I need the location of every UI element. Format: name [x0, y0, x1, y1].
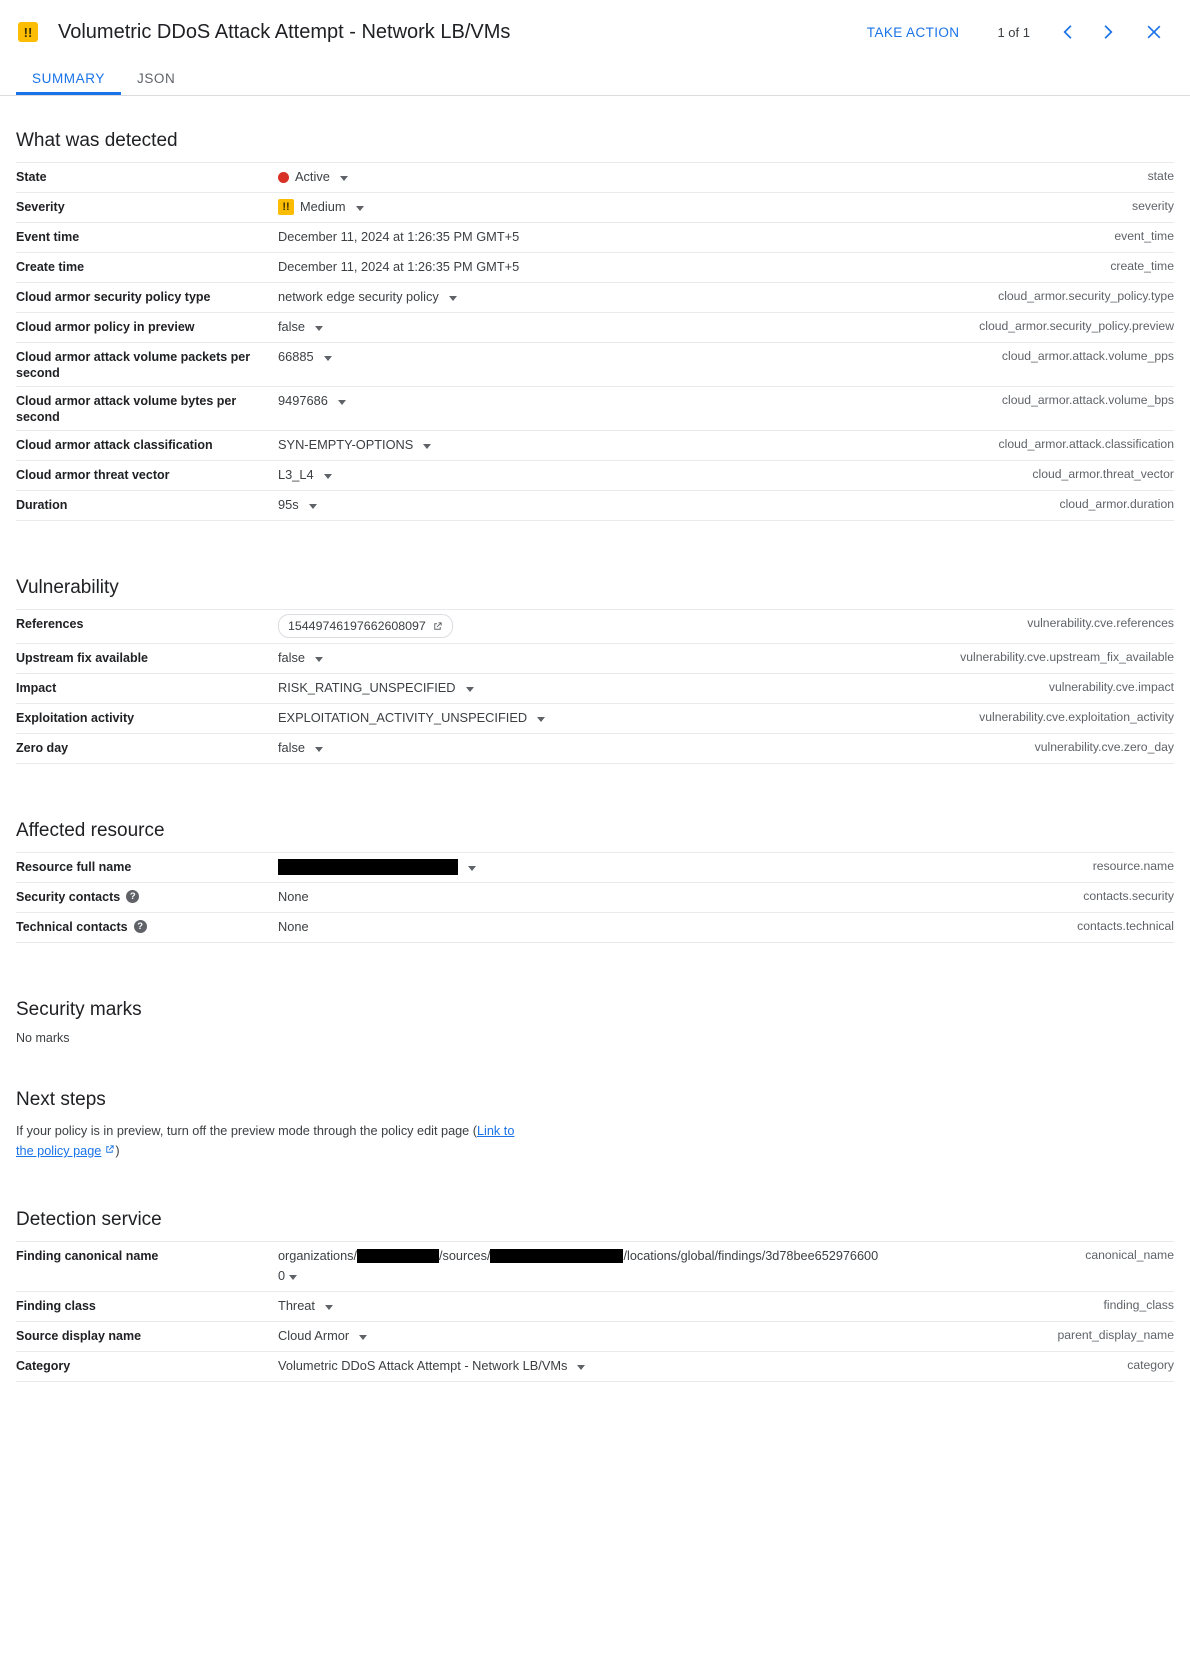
- row-severity: [16, 193, 1174, 223]
- external-link-icon: [104, 1144, 115, 1155]
- row-finding-class: [16, 1292, 1174, 1322]
- section-title-next-steps: Next steps: [16, 1089, 106, 1110]
- chevron-down-icon[interactable]: [468, 866, 476, 871]
- chevron-left-icon: [1058, 22, 1078, 42]
- row-value-text: 66885: [278, 349, 314, 364]
- detected-rows: [16, 162, 1174, 521]
- take-action-button[interactable]: TAKE ACTION: [857, 17, 970, 48]
- security-marks-empty-text: No marks: [16, 1031, 70, 1045]
- row-source-display-name: [16, 1322, 1174, 1352]
- row-state: [16, 162, 1174, 193]
- row-api-name: vulnerability.cve.zero_day: [1034, 740, 1174, 754]
- close-icon: [1144, 22, 1164, 42]
- row-value-text: December 11, 2024 at 1:26:35 PM GMT+5: [278, 259, 520, 274]
- row-value-text: Medium: [300, 199, 346, 214]
- next-steps-prefix: If your policy is in preview, turn off the preview mode through the policy edit page (: [16, 1124, 477, 1138]
- row-api-name: vulnerability.cve.impact: [1048, 680, 1174, 694]
- row-label: Event time: [16, 230, 80, 244]
- row-value: [278, 287, 986, 307]
- row-value: [278, 678, 1037, 698]
- row-event-time: [16, 223, 1174, 253]
- row-resource-full-name: [16, 852, 1174, 883]
- row-upstream-fix: [16, 644, 1174, 674]
- chevron-down-icon[interactable]: [325, 1305, 333, 1310]
- row-label: Cloud armor policy in preview: [16, 320, 195, 334]
- row-category: [16, 1352, 1174, 1382]
- row-security-policy-type: [16, 283, 1174, 313]
- chevron-down-icon[interactable]: [537, 717, 545, 722]
- canonical-mid: /sources/: [439, 1249, 491, 1263]
- redacted-org-id: [357, 1249, 439, 1263]
- row-value-text: None: [278, 889, 309, 904]
- row-label: Upstream fix available: [16, 651, 149, 665]
- row-label: Category: [16, 1359, 71, 1373]
- row-value-text: 9497686: [278, 393, 328, 408]
- row-api-name: resource.name: [1092, 859, 1174, 873]
- row-value: [278, 197, 1120, 217]
- redacted-source-id: [490, 1249, 623, 1263]
- pager-count: 1 of 1: [997, 24, 1030, 40]
- row-value: [278, 495, 1048, 515]
- section-title-vulnerability: Vulnerability: [16, 577, 119, 598]
- row-api-name: cloud_armor.attack.volume_bps: [1001, 393, 1174, 407]
- state-active-icon: [278, 172, 289, 183]
- section-title-detected: What was detected: [16, 130, 178, 151]
- row-api-name: event_time: [1114, 229, 1174, 243]
- row-value-text: Volumetric DDoS Attack Attempt - Network LB/VMs: [278, 1358, 568, 1373]
- severity-medium-icon: !!: [18, 22, 38, 42]
- detection-service-rows: [16, 1241, 1174, 1382]
- next-steps-text: [16, 1121, 516, 1161]
- cve-reference-text: 15449746197662608097: [288, 619, 426, 633]
- chevron-down-icon[interactable]: [466, 687, 474, 692]
- external-link-icon: [432, 621, 443, 632]
- row-value-text: false: [278, 319, 306, 334]
- row-value-text: None: [278, 919, 309, 934]
- canonical-prefix: organizations/: [278, 1249, 357, 1263]
- chevron-right-icon: [1098, 22, 1118, 42]
- row-references: [16, 609, 1174, 644]
- row-value: [278, 1326, 1045, 1346]
- row-value: [278, 167, 1136, 187]
- row-volume-pps: [16, 343, 1174, 387]
- row-api-name: vulnerability.cve.references: [1027, 616, 1174, 630]
- row-threat-vector: [16, 461, 1174, 491]
- row-api-name: vulnerability.cve.exploitation_activity: [979, 710, 1174, 724]
- row-label: Exploitation activity: [16, 711, 135, 725]
- row-label: Cloud armor attack volume packets per second: [16, 350, 251, 380]
- row-value: [278, 391, 990, 411]
- section-title-detection-service: Detection service: [16, 1209, 162, 1230]
- row-exploitation-activity: [16, 704, 1174, 734]
- row-value: [278, 1356, 1115, 1376]
- row-value: [278, 465, 1020, 485]
- row-api-name: contacts.security: [1083, 889, 1174, 903]
- row-value: [278, 917, 1065, 937]
- row-api-name: vulnerability.cve.upstream_fix_available: [960, 650, 1174, 664]
- row-volume-bps: [16, 387, 1174, 431]
- row-api-name: severity: [1132, 199, 1174, 213]
- row-label: [16, 917, 278, 935]
- row-label: Cloud armor attack volume bytes per second: [16, 394, 237, 424]
- row-technical-contacts: [16, 913, 1174, 943]
- row-value: [278, 435, 987, 455]
- row-value-text: Cloud Armor: [278, 1328, 350, 1343]
- row-api-name: cloud_armor.attack.classification: [998, 437, 1174, 451]
- row-api-name: cloud_armor.security_policy.type: [998, 289, 1174, 303]
- row-label: Cloud armor attack classification: [16, 438, 213, 452]
- help-icon[interactable]: ?: [126, 890, 139, 903]
- redacted-value: [278, 859, 458, 875]
- row-value: [278, 1296, 1092, 1316]
- severity-medium-icon: !!: [278, 199, 294, 215]
- chevron-down-icon[interactable]: [359, 1335, 367, 1340]
- row-value-text: false: [278, 740, 306, 755]
- row-label: Severity: [16, 200, 65, 214]
- row-value: [278, 738, 1023, 758]
- next-finding-button[interactable]: [1088, 12, 1128, 52]
- next-steps-suffix: ): [115, 1144, 120, 1158]
- row-value: [278, 708, 967, 728]
- row-value: [278, 1246, 1073, 1286]
- row-value: [278, 857, 1081, 877]
- row-value-text: December 11, 2024 at 1:26:35 PM GMT+5: [278, 229, 520, 244]
- row-policy-in-preview: [16, 313, 1174, 343]
- canonical-suffix: /locations/global/findings/3d78bee652976600: [623, 1249, 879, 1263]
- chevron-down-icon[interactable]: [338, 400, 346, 405]
- row-finding-canonical-name: [16, 1241, 1174, 1292]
- row-label: Resource full name: [16, 860, 132, 874]
- chevron-down-icon[interactable]: [315, 747, 323, 752]
- tab-json[interactable]: JSON: [121, 71, 191, 95]
- row-label: Cloud armor threat vector: [16, 468, 170, 482]
- policy-page-link-text: Link to the policy page: [16, 1124, 515, 1158]
- row-label: Source display name: [16, 1329, 142, 1343]
- chevron-down-icon[interactable]: [324, 356, 332, 361]
- chevron-down-icon[interactable]: [577, 1365, 585, 1370]
- row-value-text: Threat: [278, 1298, 315, 1313]
- chevron-down-icon[interactable]: [356, 206, 364, 211]
- page-header: [0, 0, 1190, 64]
- row-value: [278, 648, 948, 668]
- row-label: Duration: [16, 498, 68, 512]
- row-label: Finding canonical name: [16, 1249, 159, 1263]
- row-api-name: cloud_armor.threat_vector: [1032, 467, 1174, 481]
- vulnerability-rows: [16, 609, 1174, 764]
- row-api-name: contacts.technical: [1077, 919, 1174, 933]
- canonical-name-value: organizations/ /sources/ /locations/global/findings/3d78bee652976600 0: [278, 1246, 897, 1286]
- row-api-name: parent_display_name: [1057, 1328, 1174, 1342]
- previous-finding-button[interactable]: [1048, 12, 1088, 52]
- row-value: [278, 227, 1102, 247]
- help-icon[interactable]: ?: [134, 920, 147, 933]
- row-value: [278, 887, 1071, 907]
- row-security-contacts: [16, 883, 1174, 913]
- page-title: Volumetric DDoS Attack Attempt - Network LB/VMs: [58, 20, 511, 43]
- row-value-text: 95s: [278, 497, 299, 512]
- row-api-name: cloud_armor.security_policy.preview: [979, 319, 1174, 333]
- chevron-down-icon[interactable]: [324, 474, 332, 479]
- row-api-name: create_time: [1110, 259, 1174, 273]
- row-label: Cloud armor security policy type: [16, 290, 211, 304]
- row-value-text: RISK_RATING_UNSPECIFIED: [278, 680, 456, 695]
- row-label: Create time: [16, 260, 85, 274]
- chevron-down-icon[interactable]: [309, 504, 317, 509]
- tab-bar: [0, 64, 1190, 96]
- close-panel-button[interactable]: [1134, 12, 1174, 52]
- row-label: [16, 887, 278, 905]
- row-label: Zero day: [16, 741, 69, 755]
- chevron-down-icon[interactable]: [289, 1275, 297, 1280]
- page-content: [0, 130, 1190, 1382]
- row-label: Finding class: [16, 1299, 96, 1313]
- row-label: State: [16, 170, 47, 184]
- row-api-name: cloud_armor.attack.volume_pps: [1001, 349, 1174, 363]
- section-title-affected-resource: Affected resource: [16, 820, 165, 841]
- row-value: [278, 347, 990, 367]
- section-title-security-marks: Security marks: [16, 999, 142, 1020]
- row-value: [278, 257, 1098, 277]
- row-value-text: false: [278, 650, 306, 665]
- row-value-text: network edge security policy: [278, 289, 439, 304]
- row-label-text: Technical contacts: [16, 920, 128, 934]
- row-zero-day: [16, 734, 1174, 764]
- affected-resource-rows: [16, 852, 1174, 943]
- row-value: [278, 317, 967, 337]
- row-api-name: canonical_name: [1085, 1248, 1174, 1262]
- chevron-down-icon[interactable]: [340, 176, 348, 181]
- row-api-name: finding_class: [1103, 1298, 1174, 1312]
- row-label: Impact: [16, 681, 57, 695]
- row-value: [278, 614, 1015, 638]
- row-attack-classification: [16, 431, 1174, 461]
- row-value-text: L3_L4: [278, 467, 314, 482]
- row-api-name: state: [1147, 169, 1174, 183]
- chevron-down-icon[interactable]: [423, 444, 431, 449]
- chevron-down-icon[interactable]: [315, 657, 323, 662]
- row-label: References: [16, 617, 84, 631]
- row-value-text: Active: [295, 169, 330, 184]
- chevron-down-icon[interactable]: [315, 326, 323, 331]
- cve-reference-chip[interactable]: [278, 614, 453, 638]
- row-api-name: category: [1127, 1358, 1174, 1372]
- row-create-time: [16, 253, 1174, 283]
- row-api-name: cloud_armor.duration: [1059, 497, 1174, 511]
- chevron-down-icon[interactable]: [449, 296, 457, 301]
- row-value-text: EXPLOITATION_ACTIVITY_UNSPECIFIED: [278, 710, 528, 725]
- row-label-text: Security contacts: [16, 890, 121, 904]
- row-impact: [16, 674, 1174, 704]
- row-value-text: SYN-EMPTY-OPTIONS: [278, 437, 414, 452]
- tab-summary[interactable]: SUMMARY: [16, 71, 121, 95]
- row-duration: [16, 491, 1174, 521]
